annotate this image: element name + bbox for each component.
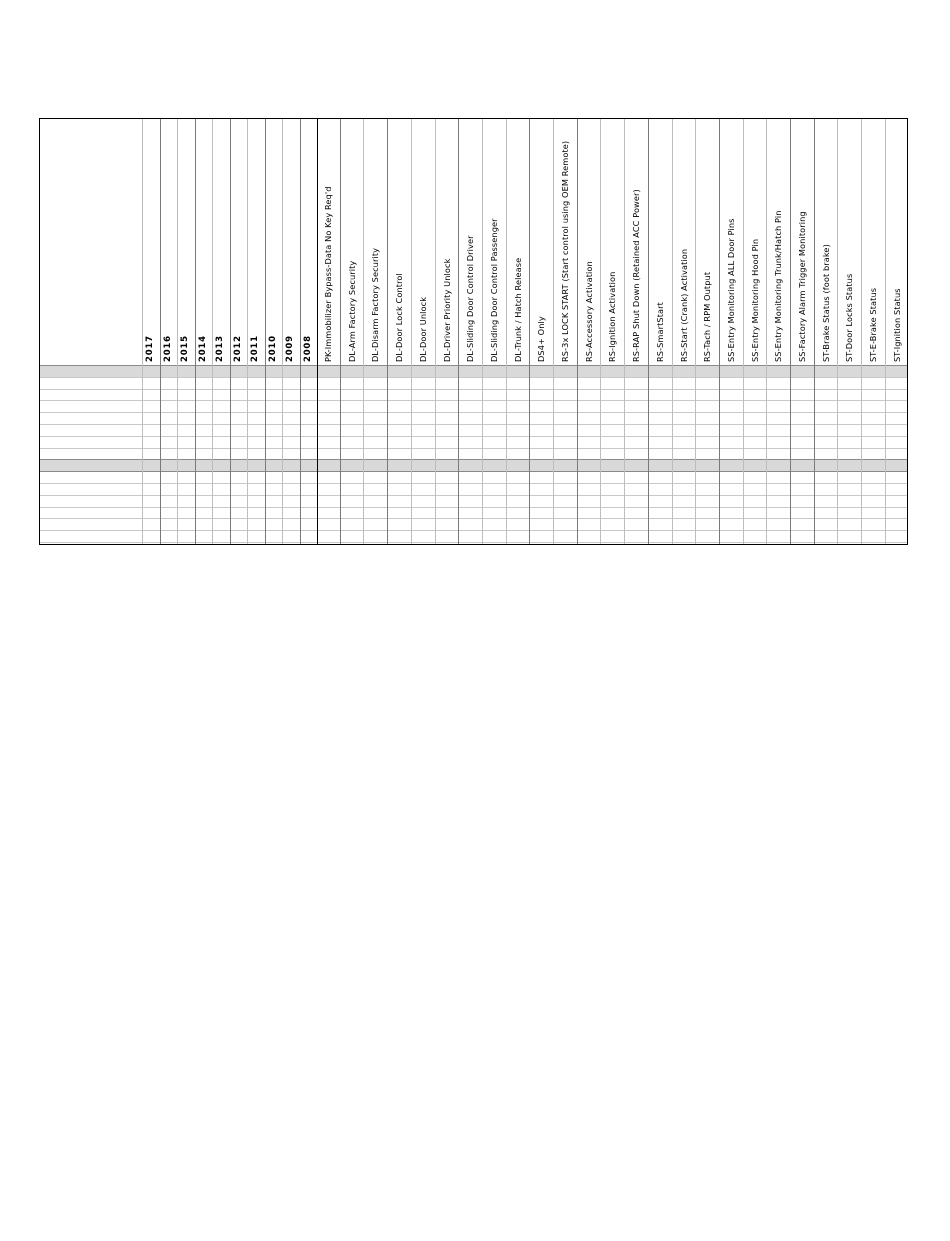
feature-header: RS-Tach / RPM Output <box>702 271 713 362</box>
column-divider <box>577 119 578 544</box>
year-header-2017: 2017 <box>145 335 155 362</box>
row-divider <box>40 459 907 460</box>
feature-header: DL-Sliding Door Control Driver <box>465 235 476 362</box>
feature-header: DL-Door Unlock <box>417 296 428 362</box>
feature-header: ST-Door Locks Status <box>844 273 855 362</box>
feature-header: DL-Trunk / Hatch Release <box>512 257 523 362</box>
column-divider <box>695 119 696 544</box>
feature-header: DL-Driver Priority Unlock <box>441 258 452 362</box>
column-divider <box>363 119 364 544</box>
column-divider <box>340 119 341 544</box>
year-header-2012: 2012 <box>232 335 243 362</box>
row-divider <box>40 400 907 401</box>
feature-header: SS-Entry Monitoring Hood Pin <box>749 238 760 362</box>
column-divider <box>230 119 231 544</box>
row-divider <box>40 448 907 449</box>
year-header-2011: 2011 <box>250 335 260 362</box>
year-header-2013: 2013 <box>215 335 225 362</box>
column-divider <box>482 119 483 544</box>
column-divider <box>435 119 436 544</box>
column-divider <box>265 119 266 544</box>
year-header-2016: 2016 <box>162 335 173 362</box>
feature-header: SS-Factory Alarm Trigger Monitoring <box>797 211 807 362</box>
column-divider <box>247 119 248 544</box>
feature-header: RS-Ignition Activation <box>607 271 618 362</box>
column-divider <box>553 119 554 544</box>
row-divider <box>40 424 907 425</box>
column-divider <box>282 119 283 544</box>
year-header-2009: 2009 <box>285 335 295 362</box>
column-divider <box>672 119 673 544</box>
year-header-2014: 2014 <box>197 335 208 362</box>
column-divider <box>529 119 530 544</box>
column-divider <box>600 119 601 544</box>
column-divider <box>411 119 412 544</box>
year-header-2008: 2008 <box>302 335 313 362</box>
row-divider <box>40 436 907 437</box>
column-divider <box>160 119 161 544</box>
feature-header: PK-Immobilizer Bypass-Data No Key Req'd <box>323 186 333 362</box>
year-header-2010: 2010 <box>267 335 278 362</box>
row-divider <box>40 518 907 519</box>
feature-header: DL-Sliding Door Control Passenger <box>488 218 499 362</box>
column-divider <box>624 119 625 544</box>
row-divider <box>40 530 907 531</box>
feature-header: RS-Accessory Activation <box>583 261 594 362</box>
column-divider <box>648 119 649 544</box>
column-divider <box>212 119 213 544</box>
feature-header: SS-Entry Monitoring Trunk/Hatch Pin <box>773 210 784 362</box>
year-header-2015: 2015 <box>180 335 190 362</box>
row-divider <box>40 365 907 366</box>
feature-header: RS-SmartStart <box>654 302 665 362</box>
column-divider <box>317 119 318 544</box>
row-divider <box>40 483 907 484</box>
section-band <box>40 459 907 471</box>
row-divider <box>40 377 907 378</box>
row-divider <box>40 542 907 543</box>
compatibility-table <box>39 118 908 545</box>
row-divider <box>40 507 907 508</box>
feature-header: SS-Entry Monitoring ALL Door Pins <box>725 218 736 362</box>
feature-header: ST-Ignition Status <box>891 288 902 362</box>
feature-header: RS-Start (Crank) Activation <box>678 248 689 362</box>
column-divider <box>790 119 791 544</box>
row-divider <box>40 412 907 413</box>
column-divider <box>458 119 459 544</box>
column-divider <box>506 119 507 544</box>
row-divider <box>40 471 907 472</box>
feature-header: RS-RAP Shut Down (Retained ACC Power) <box>631 189 642 362</box>
feature-header: ST-Brake Status (foot brake) <box>820 244 831 362</box>
feature-header: DL-Arm Factory Security <box>346 260 357 362</box>
feature-header: DL-Disarm Factory Security <box>370 247 381 362</box>
column-divider <box>837 119 838 544</box>
column-divider <box>387 119 388 544</box>
row-divider <box>40 389 907 390</box>
column-divider <box>177 119 178 544</box>
feature-header: DS4+ Only <box>536 316 547 362</box>
column-divider <box>743 119 744 544</box>
column-divider <box>814 119 815 544</box>
column-divider <box>861 119 862 544</box>
column-divider <box>719 119 720 544</box>
feature-header: RS-3x LOCK START (Start control using OEM Remote) <box>560 140 570 362</box>
section-band <box>40 365 907 377</box>
feature-header: ST-E-Brake Status <box>868 287 879 362</box>
feature-header: DL-Door Lock Control <box>394 273 405 362</box>
column-divider <box>195 119 196 544</box>
row-divider <box>40 495 907 496</box>
column-divider <box>300 119 301 544</box>
column-divider <box>142 119 143 544</box>
column-divider <box>766 119 767 544</box>
column-divider <box>885 119 886 544</box>
